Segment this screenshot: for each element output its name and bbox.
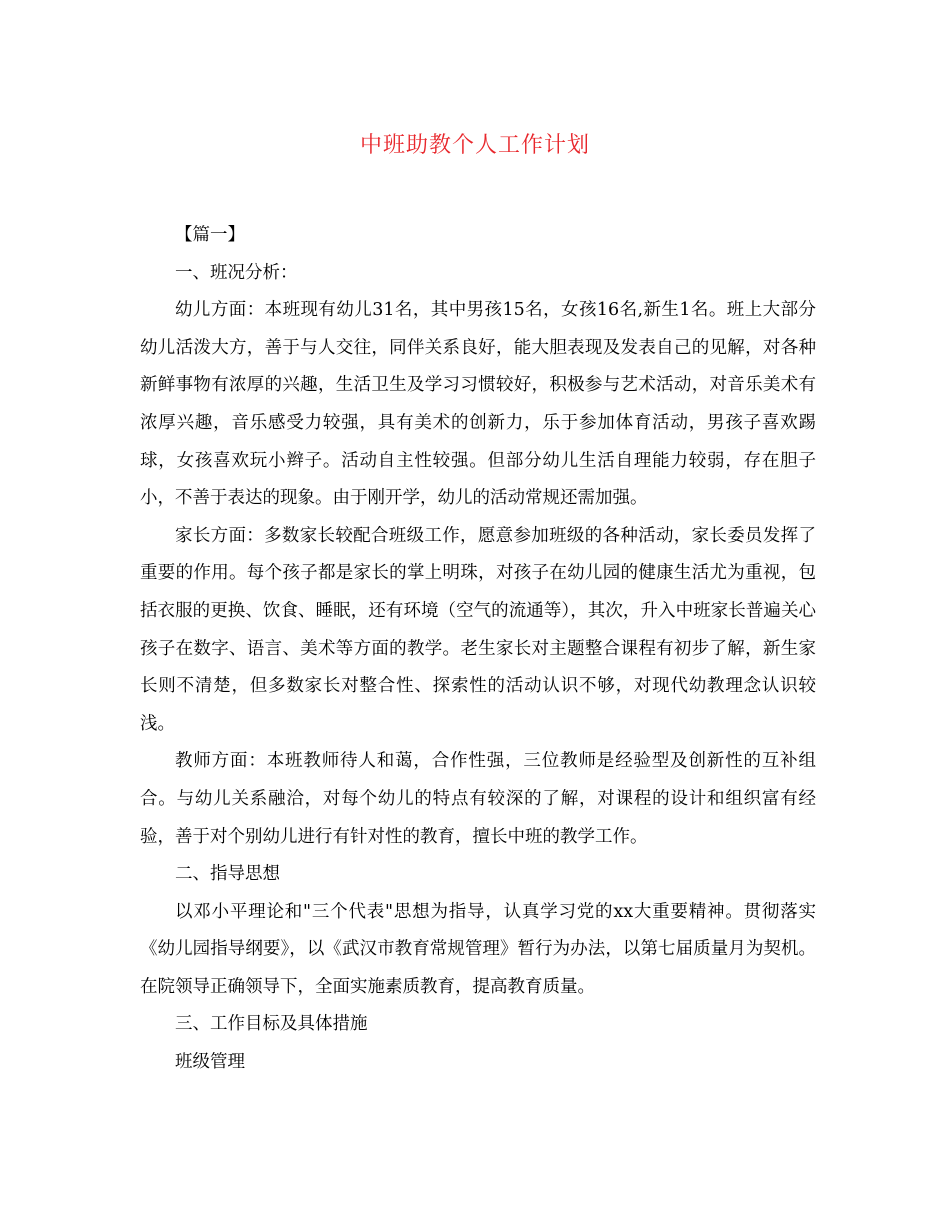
section-heading: 三、工作目标及具体措施 xyxy=(175,1014,368,1035)
section-marker: 【篇一】 xyxy=(175,225,245,245)
section-heading: 二、指导思想 xyxy=(175,864,280,885)
section-heading: 一、班况分析： xyxy=(175,262,298,283)
paragraph: 以邓小平理论和"三个代表"思想为指导，认真学习党的xx大重要精神。贯彻落实《幼儿园指导纲要》，以《武汉市教育常规管理》暂行为办法，以第七届质量月为契机。在院领导正确领导下，全面实施素质教育，提高教育质量。 xyxy=(140,901,816,997)
paragraph: 幼儿方面：本班现有幼儿31名，其中男孩15名，女孩16名,新生1名。班上大部分幼儿活泼大方，善于与人交往，同伴关系良好，能大胆表现及发表自己的见解，对各种新鲜事物有浓厚的兴趣，生活卫生及学习习惯较好，积极参与艺术活动，对音乐美术有浓厚兴趣，音乐感受力较强，具有美术的创新力，乐于参加体育活动，男孩子喜欢踢球，女孩喜欢玩小辫子。活动自主性较强。但部分幼儿生活自理能力较弱，存在胆子小，不善于表达的现象。由于刚开学，幼儿的活动常规还需加强。 xyxy=(140,300,816,509)
paragraph: 家长方面：多数家长较配合班级工作，愿意参加班级的各种活动，家长委员发挥了重要的作用。每个孩子都是家长的掌上明珠，对孩子在幼儿园的健康生活尤为重视，包括衣服的更换、饮食、睡眠，还有环境（空气的流通等），其次，升入中班家长普遍关心孩子在数字、语言、美术等方面的教学。老生家长对主题整合课程有初步了解，新生家长则不清楚，但多数家长对整合性、探索性的活动认识不够，对现代幼教理念认识较浅。 xyxy=(140,525,816,734)
document-body xyxy=(140,217,816,1082)
document-title: 中班助教个人工作计划 xyxy=(359,133,590,158)
paragraph: 教师方面：本班教师待人和蔼，合作性强，三位教师是经验型及创新性的互补组合。与幼儿关系融洽，对每个幼儿的特点有较深的了解，对课程的设计和组织富有经验，善于对个别幼儿进行有针对性的教育，擅长中班的教学工作。 xyxy=(140,751,816,847)
subsection-heading: 班级管理 xyxy=(175,1052,245,1073)
